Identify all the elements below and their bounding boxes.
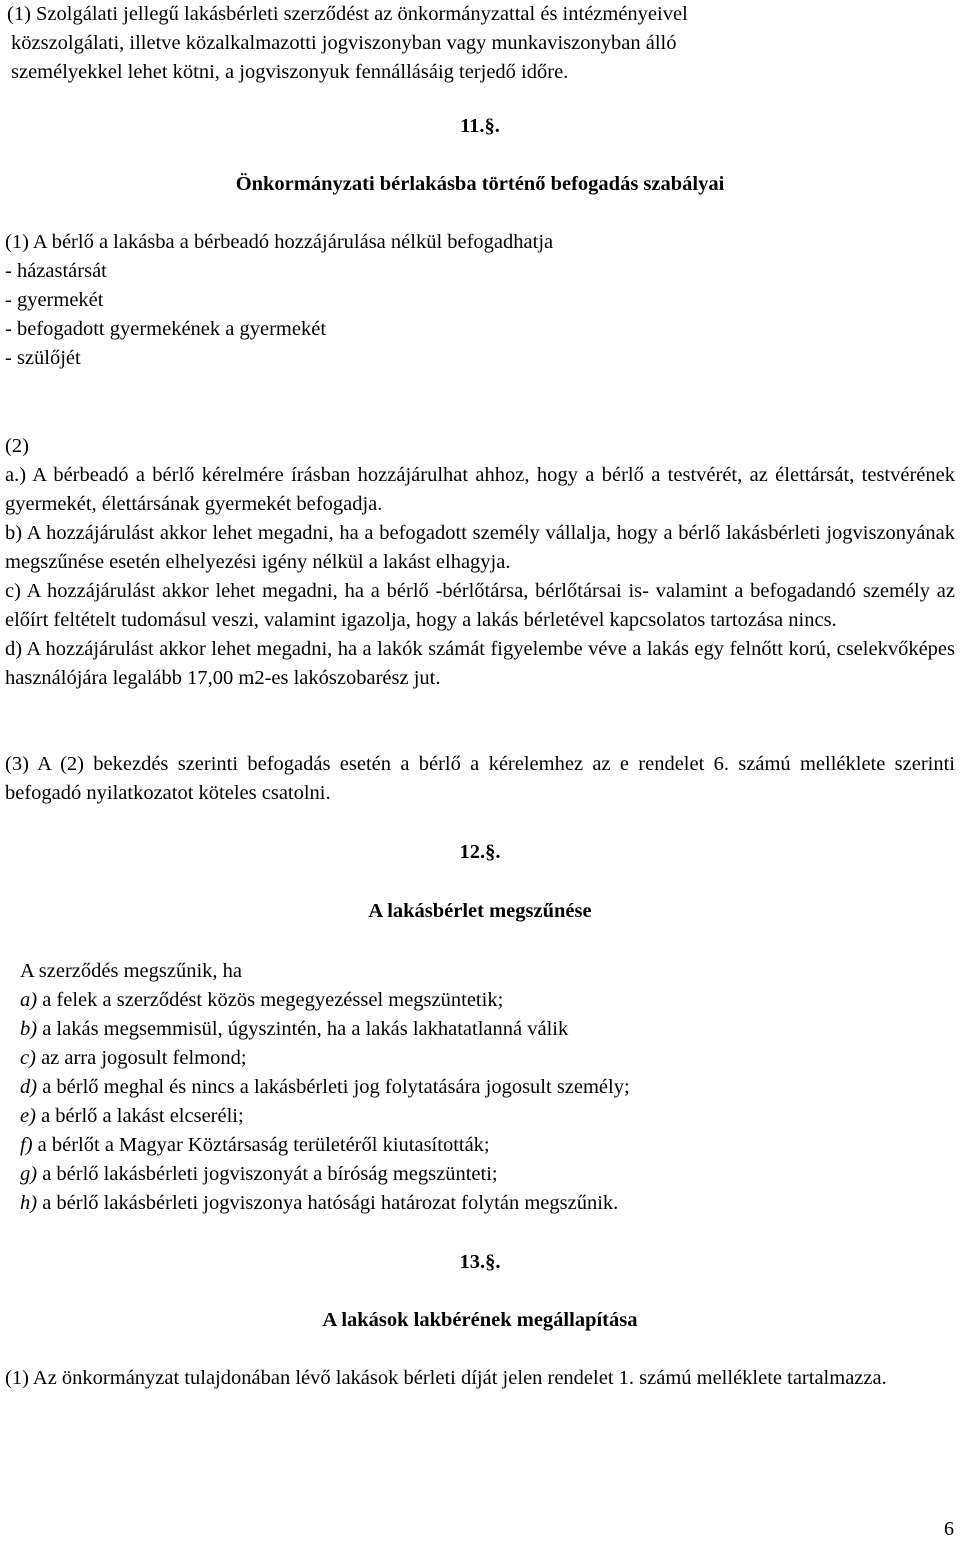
section-11-p2-label: (2) — [5, 435, 29, 457]
section-11-p1-item: - befogadott gyermekének a gyermekét — [5, 318, 327, 340]
section-11-p1-item: - gyermekét — [5, 289, 104, 311]
section-13-number: 13.§. — [459, 1251, 501, 1273]
page-number: 6 — [944, 1518, 954, 1540]
list-item: h) a bérlő lakásbérleti jogviszonya hatósági határozat folytán megszűnik. — [20, 1192, 619, 1214]
section-11-p1-item: - szülőjét — [5, 347, 81, 369]
list-item: c) az arra jogosult felmond; — [20, 1047, 247, 1069]
section-11-p2-b: b) A hozzájárulást akkor lehet megadni, ha a befogadott személy vállalja, hogy a bérlő lakásbérleti jogviszonyának megszűnése esetén elhelyezési igény nélkül a lakást elhagyja. — [5, 522, 955, 573]
list-item: e) a bérlő a lakást elcseréli; — [20, 1105, 244, 1127]
section-11-title: Önkormányzati bérlakásba történő befogadás szabályai — [235, 173, 725, 195]
section-11-paragraph-3 — [5, 750, 955, 808]
section-13-title: A lakások lakbérének megállapítása — [322, 1309, 638, 1331]
list-item: a) a felek a szerződést közös megegyezéssel megszüntetik; — [20, 989, 504, 1011]
section-11-p2-d: d) A hozzájárulást akkor lehet megadni, ha a lakók számát figyelembe véve a lakás egy felnőtt korú, cselekvőképes használójára legalább 17,00 m2-es lakószobarész jut. — [5, 638, 955, 689]
section-12-lead: A szerződés megszűnik, ha — [20, 960, 243, 982]
list-item: d) a bérlő meghal és nincs a lakásbérleti jog folytatására jogosult személy; — [20, 1076, 630, 1098]
list-item: g) a bérlő lakásbérleti jogviszonyát a bíróság megszünteti; — [20, 1163, 498, 1185]
section-11-paragraph-1 — [5, 228, 955, 373]
section-11-p1-item: - házastársát — [5, 260, 107, 282]
intro-paragraph — [5, 0, 955, 87]
section-11-p2-a: a.) A bérbeadó a bérlő kérelmére írásban hozzájárulhat ahhoz, hogy a bérlő a testvérét, az élettársát, testvérének gyermekét, élettársának gyermekét befogadja. — [5, 464, 955, 515]
intro-line-1: (1) Szolgálati jellegű lakásbérleti szerződést az önkormányzattal és intézményeivel — [7, 3, 688, 25]
section-11-p2-c: c) A hozzájárulást akkor lehet megadni, ha a bérlő -bérlőtársa, bérlőtársai is- valamint a befogadandó személy az előírt feltételt tudomásul veszi, valamint igazolja, hogy a lakás bérletével kapcsolatos tartozása nincs. — [5, 580, 955, 631]
section-12-number: 12.§. — [459, 841, 501, 863]
section-11-p3: (3) A (2) bekezdés szerinti befogadás esetén a bérlő a kérelemhez az e rendelet 6. számú melléklete szerinti befogadó nyilatkozatot köteles csatolni. — [5, 753, 955, 804]
section-11-number: 11.§. — [460, 115, 500, 137]
section-11-p1-lead: (1) A bérlő a lakásba a bérbeadó hozzájárulása nélkül befogadhatja — [5, 231, 554, 253]
intro-line-3: személyekkel lehet kötni, a jogviszonyuk fennállásáig terjedő időre. — [11, 61, 569, 83]
intro-line-2: közszolgálati, illetve közalkalmazotti jogviszonyban vagy munkaviszonyban álló — [11, 32, 677, 54]
section-12-list — [5, 957, 955, 1218]
list-item: b) a lakás megsemmisül, úgyszintén, ha a lakás lakhatatlanná válik — [20, 1018, 569, 1040]
section-13-paragraph-1 — [5, 1364, 955, 1393]
list-item: f) a bérlőt a Magyar Köztársaság területéről kiutasították; — [20, 1134, 490, 1156]
section-13-p1: (1) Az önkormányzat tulajdonában lévő lakások bérleti díját jelen rendelet 1. számú melléklete tartalmazza. — [5, 1367, 887, 1389]
section-12-title: A lakásbérlet megszűnése — [368, 900, 592, 922]
section-11-paragraph-2 — [5, 432, 955, 693]
